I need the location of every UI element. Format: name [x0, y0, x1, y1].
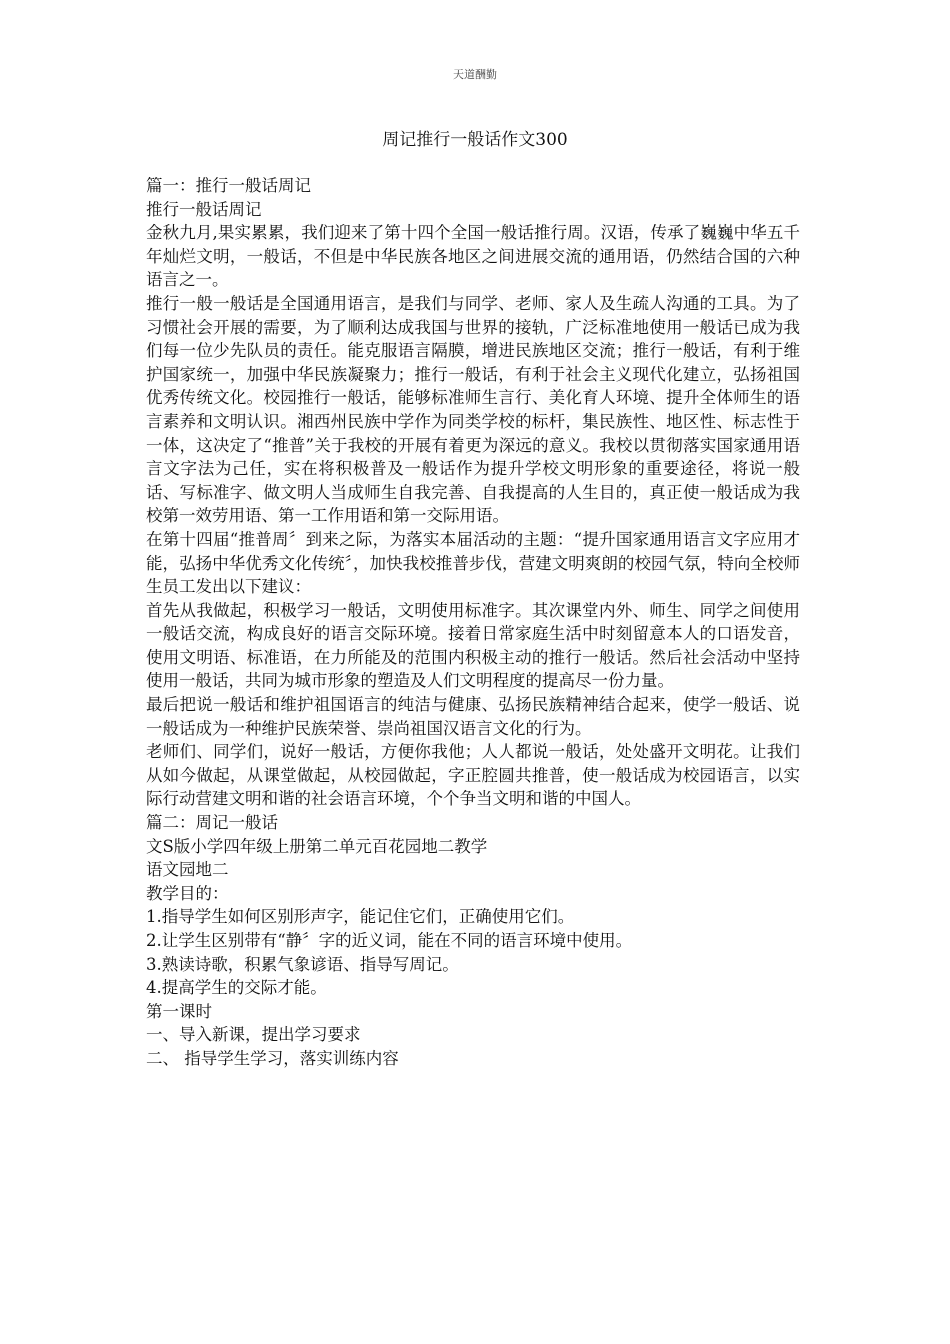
paragraph: 二、 指导学生学习，落实训练内容: [146, 1048, 399, 1068]
paragraph: 4.提高学生的交际才能。: [146, 978, 327, 998]
paragraph: 金秋九月,果实累累，我们迎来了第十四个全国一般话推行周。汉语，传承了巍巍中华五千年灿烂文明，一般话，不但是中华民族各地区之间进展交流的通用语，仍然结合国的六种语言之一。: [146, 223, 800, 290]
paragraph: 篇一：推行一般话周记: [146, 176, 311, 195]
page-header: 天道酬勤: [453, 68, 497, 81]
paragraph: 首先从我做起，积极学习一般话，文明使用标准字。其次课堂内外、师生、同学之间使用一般话交流，构成良好的语言交际环境。接着日常家庭生活中时刻留意本人的口语发音，使用文明语、标准语，在力所能及的范围内积极主动的推行一般话。然后社会活动中坚持使用一般话，共同为城市形象的塑造及人们文明程度的提高尽一份力量。: [146, 600, 800, 691]
paragraph: 1.指导学生如何区别形声字，能记住它们，正确使用它们。: [146, 907, 575, 927]
document-title: 周记推行一般话作文300: [382, 130, 568, 150]
paragraph: 推行一般话周记: [146, 199, 262, 219]
paragraph: 篇二：周记一般话: [146, 813, 278, 833]
paragraph: 一、导入新课，提出学习要求: [146, 1025, 361, 1045]
paragraph: 教学目的：: [146, 883, 229, 903]
paragraph: 语文园地二: [146, 860, 229, 880]
paragraph: 2.让学生区别带有“静〞字的近义词，能在不同的语言环境中使用。: [146, 931, 633, 950]
paragraph: 3.熟读诗歌，积累气象谚语、指导写周记。: [146, 954, 459, 974]
paragraph: 在第十四届“推普周〞到来之际，为落实本届活动的主题：“提升国家通用语言文字应用才能，弘扬中华优秀文化传统〞，加快我校推普步伐，营建文明爽朗的校园气氛，特向全校师生员工发出以下建议：: [146, 529, 800, 597]
document-body: [146, 174, 800, 1071]
paragraph: 第一课时: [146, 1001, 212, 1021]
paragraph: 最后把说一般话和维护祖国语言的纯洁与健康、弘扬民族精神结合起来，使学一般话、说一般话成为一种维护民族荣誉、崇尚祖国汉语言文化的行为。: [146, 695, 800, 738]
paragraph: 推行一般一般话是全国通用语言，是我们与同学、老师、家人及生疏人沟通的工具。为了习惯社会开展的需要，为了顺利达成我国与世界的接轨，广泛标准地使用一般话已成为我们每一位少先队员的责任。能克服语言隔膜，增进民族地区交流；推行一般话，有利于维护国家统一，加强中华民族凝聚力；推行一般话，有利于社会主义现代化建立，弘扬祖国优秀传统文化。校园推行一般话，能够标准师生言行、美化育人环境、提升全体师生的语言素养和文明认识。湘西州民族中学作为同类学校的标杆，集民族性、地区性、标志性于一体，这决定了“推普”关于我校的开展有着更为深远的意义。我校以贯彻落实国家通用语言文字法为己任，实在将积极普及一般话作为提升学校文明形象的重要途径，将说一般话、写标准字、做文明人当成师生自我完善、自我提高的人生目的，真正使一般话成为我校第一效劳用语、第一工作用语和第一交际用语。: [146, 293, 800, 526]
paragraph: 文S版小学四年级上册第二单元百花园地二教学: [146, 836, 488, 856]
paragraph: 老师们、同学们，说好一般话，方便你我他；人人都说一般话，处处盛开文明花。让我们从如今做起，从课堂做起，从校园做起，字正腔圆共推普，使一般话成为校园语言，以实际行动营建文明和谐的社会语言环境，个个争当文明和谐的中国人。: [146, 742, 800, 809]
